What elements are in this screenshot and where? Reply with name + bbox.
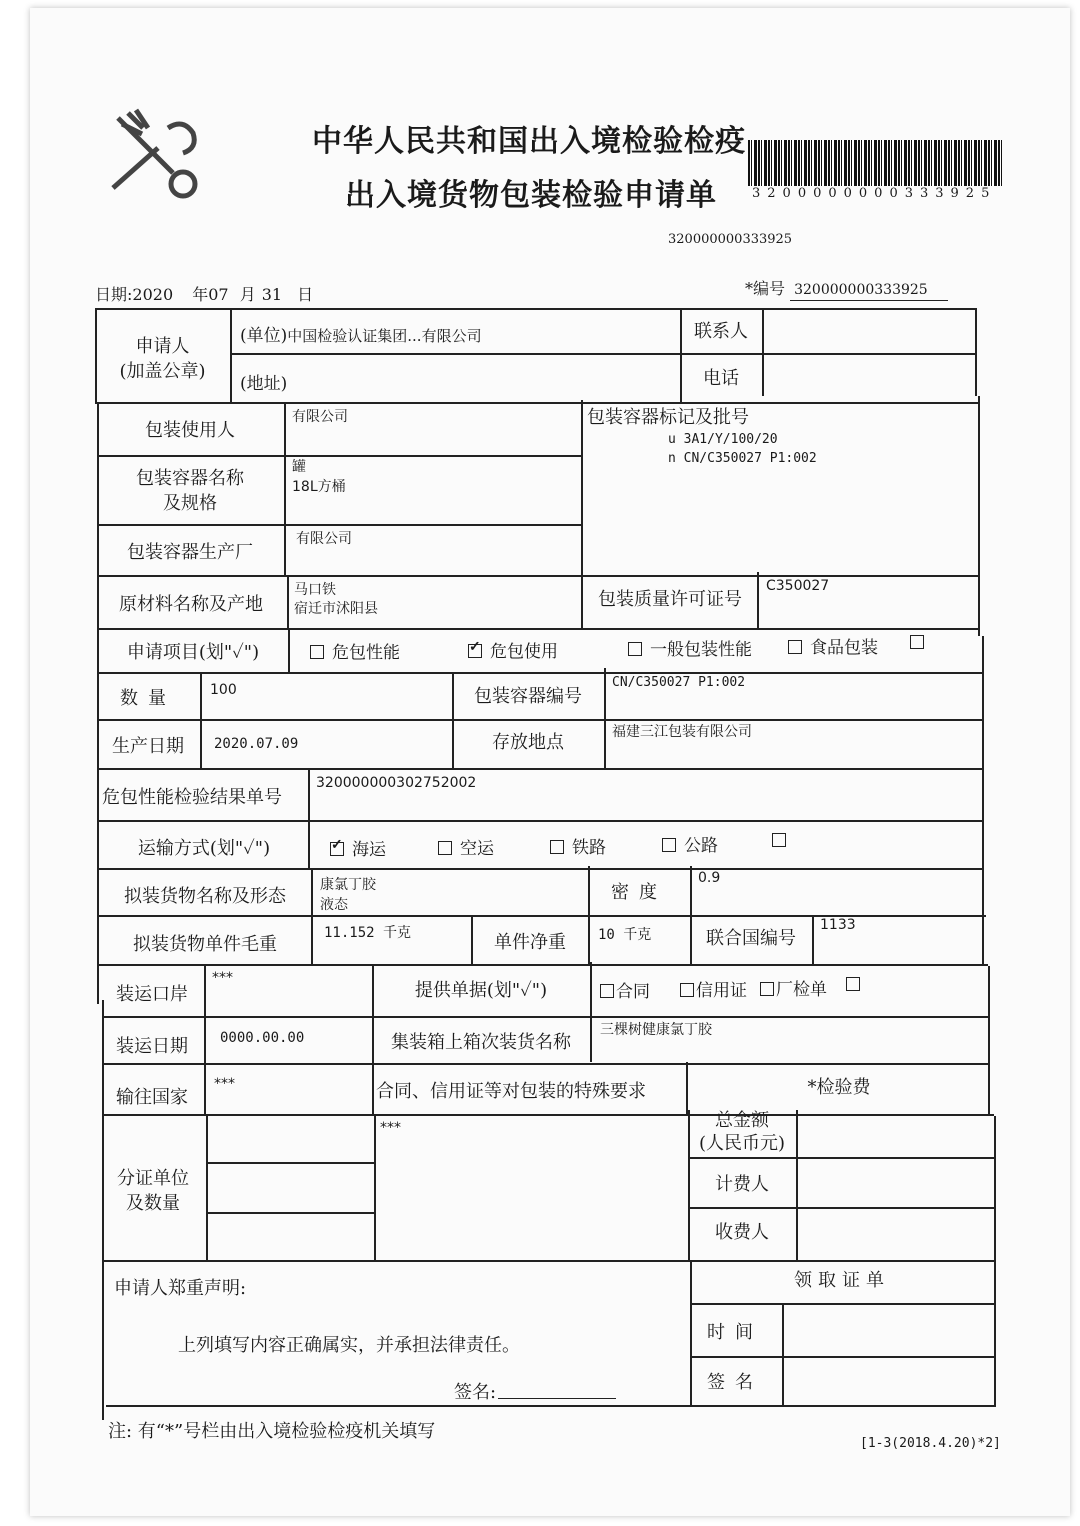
apply-opt-1[interactable] bbox=[468, 637, 558, 662]
destination-value: *** bbox=[214, 1076, 235, 1092]
applicant-label-line1: 申请人 bbox=[135, 336, 190, 357]
un-no-label: 联合国编号 bbox=[706, 928, 796, 949]
signature-label: 签名: bbox=[454, 1382, 497, 1403]
applicant-unit-value: 中国检验认证集团...有限公司 bbox=[287, 327, 482, 345]
documents-label: 提供单据(划"✓") bbox=[414, 980, 548, 1001]
applicant-unit-label: (单位) bbox=[240, 326, 288, 346]
transport-opt-label-3: 公路 bbox=[684, 836, 718, 856]
transport-checkbox-2[interactable] bbox=[550, 840, 564, 854]
doc-opt-1[interactable] bbox=[680, 976, 747, 1001]
material-value bbox=[294, 581, 378, 619]
pkg-user-label: 包装使用人 bbox=[145, 420, 235, 441]
un-no-value: 1133 bbox=[820, 917, 856, 933]
pkg-maker-value: 有限公司 bbox=[296, 531, 352, 547]
applicant-label-line2: (加盖公章) bbox=[119, 361, 206, 383]
doc-checkbox-0[interactable] bbox=[600, 984, 614, 998]
density-label: 密度 bbox=[611, 882, 667, 903]
apply-checkbox-3[interactable] bbox=[788, 640, 802, 654]
doc-checkbox-3[interactable] bbox=[846, 977, 860, 991]
pkg-mark-label: 包装容器标记及批号 bbox=[587, 407, 749, 428]
ciq-emblem-icon bbox=[108, 108, 218, 203]
fee-calculator-label: 计费人 bbox=[715, 1174, 769, 1195]
production-date-value: 2020.07.09 bbox=[214, 736, 299, 752]
date-month: 07 bbox=[208, 285, 229, 304]
fee-total-label-line1: 总金额 bbox=[715, 1110, 769, 1131]
receipt-time-label: 时间 bbox=[707, 1322, 763, 1343]
apply-opt-label-2: 一般包装性能 bbox=[650, 640, 752, 660]
form-code: [1-3(2018.4.20)*2] bbox=[860, 1436, 1001, 1451]
destination-label: 输往国家 bbox=[116, 1087, 188, 1108]
quantity-label: 数量 bbox=[120, 688, 176, 709]
cargo-name-value bbox=[320, 876, 376, 915]
apply-opt-3[interactable] bbox=[788, 633, 878, 658]
fee-label: *检验费 bbox=[807, 1077, 871, 1098]
ship-date-value: 0000.00.00 bbox=[220, 1030, 305, 1046]
applicant-address-label: (地址) bbox=[240, 374, 288, 394]
storage-label: 存放地点 bbox=[492, 732, 564, 753]
apply-opt-2[interactable] bbox=[628, 635, 752, 660]
header-title-line2: 出入境货物包装检验申请单 bbox=[345, 178, 717, 213]
apply-opt-label-1: 危包使用 bbox=[490, 642, 558, 662]
barcode-number: 3200000000333925 bbox=[752, 186, 997, 201]
production-date-label: 生产日期 bbox=[112, 736, 184, 757]
apply-checkbox-4[interactable] bbox=[910, 635, 924, 649]
transport-checkbox-1[interactable] bbox=[438, 841, 452, 855]
date-label: 日期: bbox=[95, 285, 133, 304]
net-weight-label: 单件净重 bbox=[494, 932, 566, 953]
signature-field[interactable] bbox=[498, 1398, 616, 1399]
transport-opt-label-2: 铁路 bbox=[572, 838, 606, 858]
pkg-name-value-line2: 18L方桶 bbox=[292, 478, 346, 495]
container-goods-label: 集装箱上箱次装货名称 bbox=[391, 1032, 571, 1053]
doc-opt-3[interactable] bbox=[846, 975, 868, 995]
pkg-name-label-line2: 及规格 bbox=[163, 493, 217, 515]
fee-collector-label: 收费人 bbox=[715, 1222, 769, 1243]
date-line bbox=[95, 282, 313, 305]
doc-opt-label-1: 信用证 bbox=[696, 981, 747, 1001]
pkg-mark-line2: n CN/C350027 P1:002 bbox=[668, 450, 817, 466]
transport-checkbox-3[interactable] bbox=[662, 838, 676, 852]
doc-checkbox-2[interactable] bbox=[760, 982, 774, 996]
transport-checkbox-0[interactable] bbox=[330, 842, 344, 856]
pkg-user-value: 有限公司 bbox=[292, 409, 348, 425]
apply-checkbox-2[interactable] bbox=[628, 642, 642, 656]
doc-opt-label-2: 厂检单 bbox=[776, 980, 827, 1000]
gross-weight-label: 拟装货物单件毛重 bbox=[133, 934, 277, 955]
transport-opt-2[interactable] bbox=[550, 833, 606, 858]
license-value: C350027 bbox=[766, 578, 830, 594]
pkg-maker-label: 包装容器生产厂 bbox=[127, 542, 253, 563]
phone-label: 电话 bbox=[703, 368, 739, 389]
date-year-unit: 年 bbox=[192, 285, 209, 304]
transport-checkbox-4[interactable] bbox=[772, 833, 786, 847]
container-goods-value: 三棵树健康氯丁胶 bbox=[600, 1022, 712, 1038]
transport-opt-3[interactable] bbox=[662, 831, 718, 856]
result-no-value: 320000000302752002 bbox=[316, 775, 477, 791]
special-req-label: 合同、信用证等对包装的特殊要求 bbox=[376, 1081, 646, 1102]
apply-opt-label-0: 危包性能 bbox=[332, 643, 400, 663]
ship-date-label: 装运日期 bbox=[116, 1036, 188, 1057]
result-no-label: 危包性能检验结果单号 bbox=[102, 787, 282, 808]
date-day-unit: 日 bbox=[297, 285, 314, 304]
barcode bbox=[748, 140, 1002, 186]
density-value: 0.9 bbox=[698, 870, 721, 886]
transport-opt-label-0: 海运 bbox=[352, 840, 386, 860]
doc-checkbox-1[interactable] bbox=[680, 983, 694, 997]
receipt-sign-label: 签名 bbox=[707, 1372, 763, 1393]
serial-label: *编号 bbox=[745, 279, 786, 298]
quantity-value: 100 bbox=[210, 682, 237, 698]
date-year: 2020 bbox=[132, 285, 174, 304]
cargo-name-label: 拟装货物名称及形态 bbox=[124, 886, 286, 907]
pkg-name-label bbox=[100, 466, 280, 516]
container-no-label: 包装容器编号 bbox=[474, 686, 582, 707]
declaration-text: 上列填写内容正确属实，并承担法律责任。 bbox=[178, 1335, 520, 1356]
material-value-line2: 宿迁市沭阳县 bbox=[294, 600, 378, 617]
material-label: 原材料名称及产地 bbox=[119, 594, 263, 615]
applicant-unit bbox=[240, 321, 482, 346]
doc-opt-2[interactable] bbox=[760, 975, 827, 1000]
pkg-name-label-line1: 包装容器名称 bbox=[136, 468, 244, 489]
applicant-label bbox=[100, 334, 225, 384]
transport-opt-1[interactable] bbox=[438, 834, 494, 859]
port-value: *** bbox=[212, 970, 233, 986]
transport-label: 运输方式(划"✓") bbox=[137, 838, 271, 859]
date-day: 31 bbox=[261, 285, 283, 304]
pkg-mark-value bbox=[668, 431, 817, 469]
split-units-label-line1: 分证单位 bbox=[117, 1168, 189, 1189]
cargo-name-value-line1: 康氯丁胶 bbox=[320, 877, 376, 893]
apply-opt-0[interactable] bbox=[310, 638, 400, 663]
special-req-value: *** bbox=[380, 1120, 401, 1136]
apply-checkbox-1[interactable] bbox=[468, 644, 482, 658]
apply-checkbox-0[interactable] bbox=[310, 645, 324, 659]
license-label: 包装质量许可证号 bbox=[598, 589, 742, 610]
transport-opt-4[interactable] bbox=[772, 831, 794, 851]
pkg-name-value bbox=[292, 458, 346, 497]
fee-total-label bbox=[690, 1110, 794, 1155]
split-units-label bbox=[104, 1166, 202, 1216]
declaration-title: 申请人郑重声明: bbox=[114, 1278, 247, 1299]
pkg-name-value-line1: 罐 bbox=[292, 459, 306, 475]
doc-opt-label-0: 合同 bbox=[616, 982, 650, 1002]
serial-line bbox=[745, 276, 948, 299]
container-no-value: CN/C350027 P1:002 bbox=[612, 675, 746, 690]
transport-opt-0[interactable] bbox=[330, 835, 386, 860]
doc-opt-0[interactable] bbox=[600, 977, 650, 1002]
transport-opt-label-1: 空运 bbox=[460, 839, 494, 859]
footer-note: 注: 有“*”号栏由出入境检验检疫机关填写 bbox=[108, 1421, 436, 1442]
apply-items-label: 申请项目(划"✓") bbox=[126, 642, 260, 663]
doc-number-top: 320000000333925 bbox=[668, 232, 793, 247]
port-label: 装运口岸 bbox=[116, 984, 188, 1005]
fee-total-label-line2: (人民币元) bbox=[698, 1132, 786, 1154]
header-title-line1: 中华人民共和国出入境检验检疫 bbox=[312, 124, 746, 159]
contact-label: 联系人 bbox=[694, 321, 748, 342]
receipt-label: 领取证单 bbox=[794, 1270, 890, 1291]
gross-weight-value: 11.152 千克 bbox=[324, 925, 412, 941]
applicant-address bbox=[240, 369, 287, 394]
apply-opt-label-3: 食品包装 bbox=[810, 638, 878, 658]
split-units-label-line2: 及数量 bbox=[126, 1193, 180, 1215]
date-month-unit: 月 bbox=[239, 285, 256, 304]
net-weight-value: 10 千克 bbox=[598, 927, 652, 943]
serial-value: 320000000333925 bbox=[790, 282, 948, 301]
cargo-name-value-line2: 液态 bbox=[320, 896, 348, 913]
pkg-mark-line1: u 3A1/Y/100/20 bbox=[668, 432, 778, 447]
storage-value: 福建三江包装有限公司 bbox=[612, 724, 752, 740]
material-value-line1: 马口铁 bbox=[294, 582, 336, 598]
apply-opt-4[interactable] bbox=[910, 633, 932, 653]
